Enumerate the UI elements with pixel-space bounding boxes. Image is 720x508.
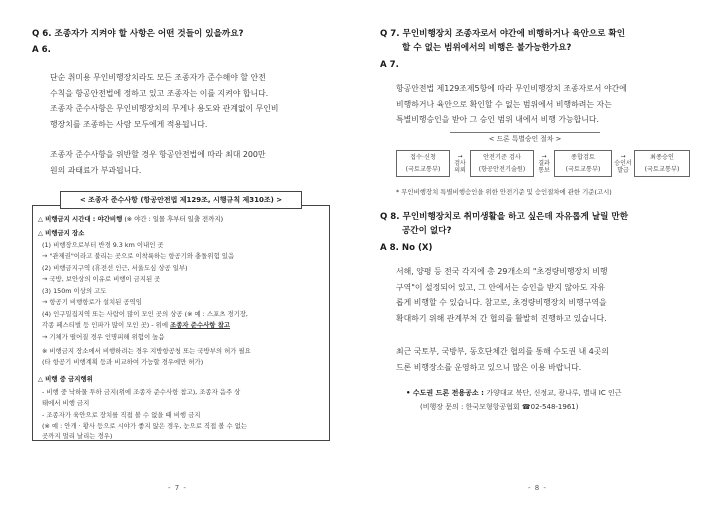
flow-step-final-approval: 최종승인 (국토교통부) [634, 150, 690, 177]
rule-line: → 기체가 떨어질 경우 인명피해 위험이 높음 [42, 333, 165, 341]
rule-line: 각종 페스티벌 등 인파가 많이 모인 곳) - 위에 조종자 준수사항 참고 [42, 321, 231, 329]
rule-line: → 국방, 보안상의 이유로 비행이 금지된 곳 [42, 275, 161, 283]
question-6: Q 6. 조종자가 지켜야 할 사항은 어떤 것들이 있을까요? [32, 29, 244, 39]
night-flight-ban: △ 비행금지 시간대 : 야간비행 (※ 야간 : 일몰 후부터 일출 전까지) [38, 215, 224, 223]
question-8-line-2: 공간이 없다? [402, 226, 452, 236]
rule-line: (3) 150m 이상의 고도 [42, 287, 107, 295]
flow-step-apply: 접수·신청 (국토교통부) [396, 150, 450, 177]
answer-8-paragraph-2: 최근 국토부, 국방부, 동호단체간 협의를 통해 수도권 내 4곳의 드론 비행장소를 운영하고 있으니 많은 이용 바랍니다. [396, 347, 610, 372]
in-flight-ban-heading: △ 비행 중 금지행위 [38, 375, 93, 383]
answer-6-paragraph-2: 조종자 준수사항을 위반할 경우 항공안전법에 따라 최대 200만 원의 과태료가 부과됩니다. [50, 150, 266, 175]
rule-line: 곳까지 멀리 날리는 경우) [42, 432, 113, 440]
permit-note: (타 항공기 비행계획 등과 비교하여 가능할 경우에만 허가) [42, 358, 204, 366]
answer-6-label: A 6. [32, 45, 51, 55]
question-7-line-1: Q 7. 무인비행장치 조종자로서 야간에 비행하거나 육안으로 확인 [380, 29, 626, 39]
no-fly-zone-heading: △ 비행금지 장소 [38, 229, 85, 237]
flow-step-safety-check: 안전기준 검사 (항공안전기술원) [470, 150, 534, 177]
rule-line: - 비행 중 낙하물 투하 금지(위에 조종자 준수사항 참고), 조종자 음주 상 [42, 388, 241, 396]
flow-step-review: 종합검토 (국토교통부) [554, 150, 612, 177]
permit-note: ※ 비행금지 장소에서 비행하려는 경우 지방항공청 또는 국방부의 허가 필요 [42, 347, 251, 355]
rule-line: (※ 예 : 안개 · 황사 등으로 시야가 좋지 않은 경우, 눈으로 직접 볼 수 없는 [42, 422, 248, 430]
rule-line: 태에서 비행 금지 [42, 399, 90, 407]
page-8 [360, 0, 720, 508]
rule-line: (1) 비행장으로부터 반경 9.3 km 이내인 곳 [42, 241, 164, 249]
answer-7-label: A 7. [380, 60, 399, 70]
rule-line: → 항공기 비행항로가 설치된 공역임 [42, 298, 142, 306]
answer-8-paragraph-1: 서해, 양평 등 전국 각지에 총 29개소의 "초경량비행장치 비행 구역"이 설정되어 있고, 그 안에서는 승인을 받지 않아도 자유 롭게 비행할 수 있습니다. 참고로, 초경량비행장치 비행구역을 확대하기 위해 관계부처 간 협의를 활발히 진행하고 있습니다. [396, 267, 608, 323]
answer-7-paragraph: 항공안전법 제129조제5항에 따라 무인비행장치 조종자로서 야간에 비행하거나 육안으로 확인할 수 없는 범위에서 비행하려는 자는 특별비행승인을 받아 그 승인 범위 내에서 비행 가능합니다. [396, 84, 627, 125]
page-number: - 7 - [168, 484, 187, 492]
flow-arrow: → 결과 통보 [538, 153, 550, 174]
flow-arrow: → 승인서 발급 [614, 153, 632, 174]
question-7-line-2: 할 수 없는 범위에서의 비행은 불가능한가요? [402, 43, 572, 53]
question-8-line-1: Q 8. 무인비행장치로 취미생활을 하고 싶은데 자유롭게 날릴 만한 [380, 212, 629, 222]
rule-line: (4) 인구밀집지역 또는 사람이 많이 모인 곳의 상공 (※ 예 : 스포츠 경기장, [42, 310, 248, 318]
rule-line: (2) 비행금지구역 (휴전선 인근, 서울도심 상공 일부) [42, 264, 188, 272]
flow-footnote: * 무인비행장치 특별비행승인을 위한 안전기준 및 승인절차에 관한 기준(고시) [396, 188, 612, 196]
answer-8-label: A 8. No (X) [380, 243, 433, 253]
flow-arrow: → 검사 의뢰 [454, 153, 466, 174]
rule-line: - 조종자가 육안으로 장치를 직접 볼 수 없을 때 비행 금지 [42, 411, 201, 419]
page-number: - 8 - [528, 484, 547, 492]
approval-flow-title: < 드론 특별승인 절차 > [450, 132, 600, 145]
answer-6-paragraph-1: 단순 취미용 무인비행장치라도 모든 조종자가 준수해야 할 안전 수칙을 항공안전법에 정하고 있고 조종자는 이를 지켜야 합니다. 조종자 준수사항은 무인비행장치의 무게나 용도와 관계없이 무인비 행장치를 조종하는 사람 모두에게 적용됩니다. [50, 73, 279, 129]
drone-field-list: • 수도권 드론 전용공소 : 가양대교 북단, 신정교, 광나루, 별내 IC 인근 [406, 389, 622, 397]
rule-line: → "관제권"이라고 불리는 곳으로 이착륙하는 항공기와 충돌위험 있음 [42, 252, 235, 260]
pilot-rules-box-title: < 조종자 준수사항 (항공안전법 제129조, 시행규칙 제310조) > [60, 191, 302, 209]
drone-field-contact: (비행장 문의 : 한국모형항공협회 ☎02-548-1961) [420, 403, 579, 411]
